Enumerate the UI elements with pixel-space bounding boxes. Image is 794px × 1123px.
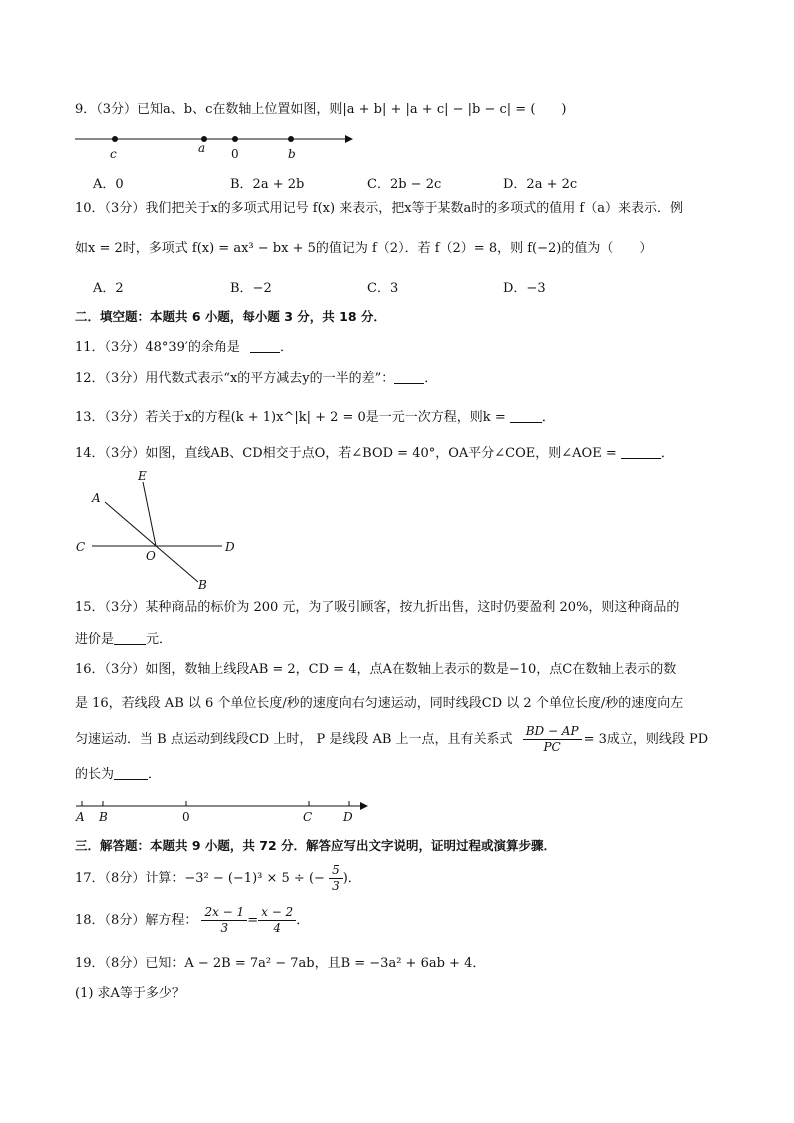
q16-end: ． <box>148 767 162 782</box>
question-18 <box>75 902 309 940</box>
q9-option-d: D．2a + 2c <box>503 177 578 192</box>
axis-arrow <box>345 135 353 143</box>
label-a: A <box>92 491 101 505</box>
question-15-line1: 15．（3分）某种商品的标价为 200 元，为了吸引顾客，按九折出售，这时仍要盈利 20%，则这种商品的 <box>75 600 680 615</box>
q13-answer-blank <box>510 410 542 423</box>
label-b: B <box>198 578 207 592</box>
axis-arrow <box>360 802 368 810</box>
label-c: C <box>76 540 86 554</box>
question-19-part-1: (1) 求A等于多少？ <box>75 986 185 1001</box>
question-16-line4 <box>75 766 161 784</box>
q18-rhs-denominator: 4 <box>273 921 281 935</box>
q18-rhs-fraction <box>258 905 296 936</box>
label-e: E <box>138 469 147 483</box>
q15-text: 进价是 <box>75 632 115 647</box>
label-o: O <box>146 549 156 563</box>
label-c: C <box>303 810 313 824</box>
q14-text: 14．（3分）如图，直线AB、CD相交于点O，若∠BOD = 40°，OA平分∠COE，则∠AOE = <box>75 446 617 461</box>
label-d: D <box>225 540 235 554</box>
label-a: a <box>198 141 206 155</box>
q12-end: ． <box>424 371 438 386</box>
q16-text: 的长为 <box>75 767 115 782</box>
q16-line3-post: = 3成立，则线段 PD <box>583 732 709 747</box>
q18-lhs-fraction <box>201 905 247 936</box>
q10-option-d: D．−3 <box>503 281 546 296</box>
q13-end: ． <box>541 410 555 425</box>
q18-equals: = <box>247 913 259 928</box>
q17-fraction-denominator: 3 <box>332 879 340 893</box>
label-a: A <box>76 810 85 824</box>
point-b <box>288 136 294 142</box>
q9-option-a: A．0 <box>93 177 124 192</box>
q16-answer-blank <box>114 767 148 780</box>
q14-answer-blank <box>621 446 661 459</box>
q10-option-c: C．3 <box>367 281 399 296</box>
q10-option-b: B．−2 <box>230 281 272 296</box>
q16-fraction-denominator: PC <box>543 740 561 754</box>
q18-post: ． <box>296 913 310 928</box>
point-zero <box>232 136 238 142</box>
q16-line3-pre: 匀速运动．当 B 点运动到线段CD 上时， P 是线段 AB 上一点，且有关系式 <box>75 732 513 747</box>
point-c <box>112 136 118 142</box>
q15-end: 元． <box>146 632 173 647</box>
question-9-stem: 9．（3分）已知a、b、c在数轴上位置如图，则|a + b| + |a + c| − |b − c| = ( ) <box>75 102 567 117</box>
q18-lhs-denominator: 3 <box>220 921 229 935</box>
question-16-line3 <box>75 720 708 760</box>
q9-number-line <box>0 128 794 168</box>
q12-text: 12．（3分）用代数式表示“x的平方减去y的一半的差”： <box>75 371 395 386</box>
section-3-heading: 三．解答题：本题共 9 小题，共 72 分．解答应写出文字说明，证明过程或演算步骤． <box>75 838 557 853</box>
label-zero: 0 <box>231 147 239 161</box>
q16-fraction-numerator: BD − AP <box>523 724 582 740</box>
q16-number-line <box>0 798 794 828</box>
question-14 <box>75 445 674 463</box>
label-b: B <box>99 810 108 824</box>
q11-text: 11．（3分）48°39′的余角是 <box>75 340 240 355</box>
q14-end: ． <box>660 446 674 461</box>
question-10-line1: 10．（3分）我们把关于x的多项式用记号 f(x) 来表示，把x等于某数a时的多项式的值用 f（a）来表示．例 <box>75 201 683 216</box>
q12-answer-blank <box>394 371 424 384</box>
q17-fraction-numerator: 5 <box>329 863 343 879</box>
q10-option-a: A．2 <box>93 281 124 296</box>
label-zero: 0 <box>182 810 190 824</box>
question-10-line2: 如x = 2时，多项式 f(x) = ax³ − bx + 5的值记为 f（2）．若 f（2）= 8，则 f(−2)的值为（ ） <box>75 241 653 256</box>
q14-figure <box>0 465 794 595</box>
line-ab <box>105 502 198 582</box>
q16-fraction <box>523 724 582 755</box>
q13-text: 13．（3分）若关于x的方程(k + 1)x^|k| + 2 = 0是一元一次方程，则k = <box>75 410 506 425</box>
question-16-line2: 是 16，若线段 AB 以 6 个单位长度/秒的速度向右匀速运动，同时线段CD 以 2 个单位长度/秒的速度向左 <box>75 696 684 711</box>
q17-post: )． <box>342 871 361 886</box>
q11-answer-blank <box>250 340 280 353</box>
q9-option-c: C．2b − 2c <box>367 177 442 192</box>
label-d: D <box>343 810 353 824</box>
q9-option-b: B．2a + 2b <box>230 177 305 192</box>
question-17 <box>75 860 361 898</box>
question-12 <box>75 370 437 388</box>
question-15-line2 <box>75 631 172 649</box>
q18-rhs-numerator: x − 2 <box>258 905 296 921</box>
q11-end: ． <box>280 340 294 355</box>
q15-answer-blank <box>114 632 146 645</box>
question-16-line1: 16．（3分）如图，数轴上线段AB = 2，CD = 4，点A在数轴上表示的数是−10，点C在数轴上表示的数 <box>75 662 677 677</box>
q17-pre: 17．（8分）计算：−3² − (−1)³ × 5 ÷ (− <box>75 871 325 886</box>
question-11 <box>75 339 293 357</box>
q18-pre: 18．（8分）解方程： <box>75 913 198 928</box>
question-13 <box>75 409 555 427</box>
label-c: c <box>110 147 117 161</box>
question-19: 19．（8分）已知：A − 2B = 7a² − 7ab，且B = −3a² + 6ab + 4． <box>75 956 486 971</box>
q17-fraction <box>329 863 343 894</box>
q18-lhs-numerator: 2x − 1 <box>201 905 247 921</box>
label-b: b <box>288 147 296 161</box>
section-2-heading: 二．填空题：本题共 6 小题，每小题 3 分，共 18 分． <box>75 309 386 324</box>
